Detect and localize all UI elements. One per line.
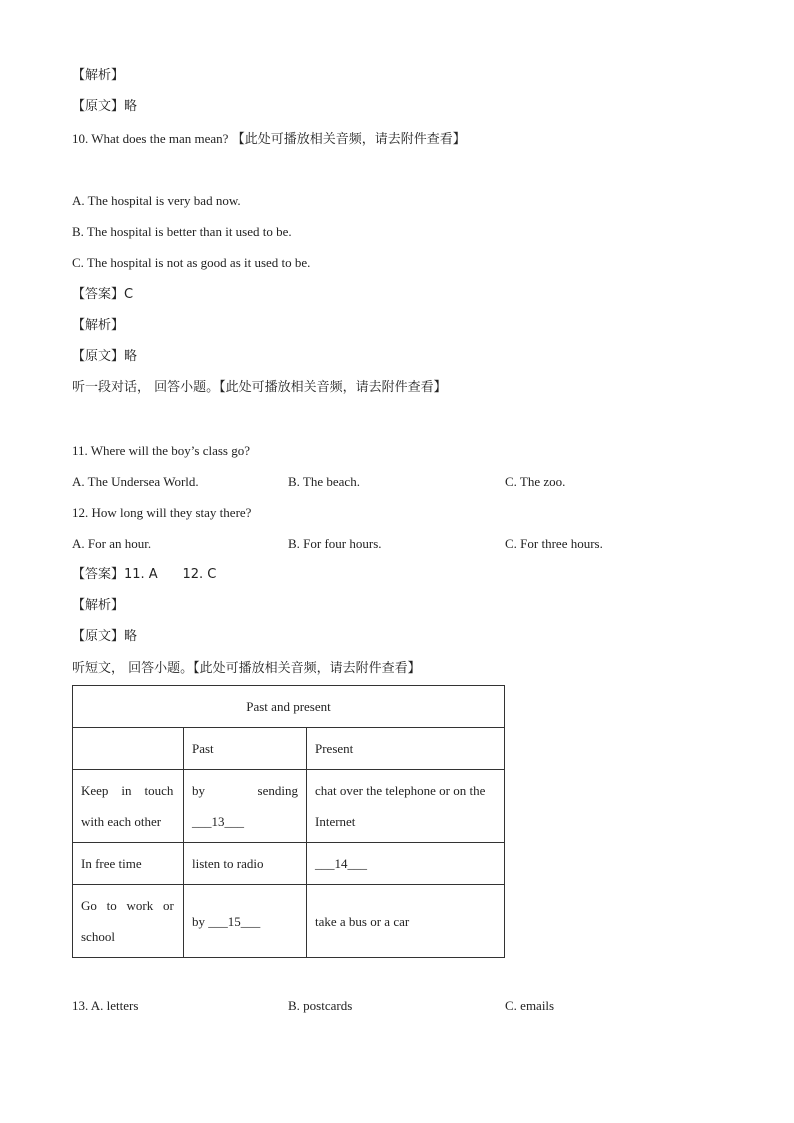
- q13-option-c: C. emails: [505, 998, 555, 1013]
- table-row: [73, 885, 505, 958]
- q10-option-a: A. The hospital is very bad now.: [72, 193, 241, 208]
- q10-question: [72, 130, 466, 149]
- q11-option-c: C. The zoo.: [505, 474, 566, 489]
- row1-past-by: by: [192, 783, 205, 798]
- q11-question: 11. Where will the boy’s class go?: [72, 443, 250, 458]
- q10-audio-note: 【此处可播放相关音频，请去附件查看】: [231, 132, 466, 147]
- row1-past-blank: ___13___: [192, 814, 244, 829]
- dialogue-analysis-label: 【解析】: [72, 598, 125, 613]
- q11-option-b: B. The beach.: [288, 474, 360, 489]
- q12-option-b: B. For four hours.: [288, 536, 382, 551]
- row2-present-blank: ___14___: [307, 843, 505, 885]
- q10-option-c: C. The hospital is not as good as it used to be.: [72, 255, 311, 270]
- q10-option-b: B. The hospital is better than it used to be.: [72, 224, 292, 239]
- row3-past: by ___15___: [184, 885, 307, 958]
- q13-option-a: 13. A. letters: [72, 998, 139, 1013]
- row1-past: [184, 770, 307, 843]
- table-header-empty: [73, 728, 184, 770]
- table-header-present: Present: [307, 728, 505, 770]
- row3-present: take a bus or a car: [307, 885, 505, 958]
- row3-label-line-a: Go to work or: [81, 898, 174, 913]
- row2-past: listen to radio: [184, 843, 307, 885]
- row1-label: [73, 770, 184, 843]
- table-row: [73, 770, 505, 843]
- row1-past-sending: sending: [257, 783, 298, 798]
- q10-analysis-label: 【解析】: [72, 68, 125, 83]
- passage-intro: 听短文， 回答小题。【此处可播放相关音频，请去附件查看】: [72, 661, 421, 676]
- row1-present-line-a: chat over the telephone or on the: [315, 783, 486, 798]
- q10-question-text: 10. What does the man mean?: [72, 131, 229, 146]
- q12-option-c: C. For three hours.: [505, 536, 603, 551]
- q13-option-b: B. postcards: [288, 998, 353, 1013]
- q10-original-label: 【原文】略: [72, 99, 138, 114]
- table-header-past: Past: [184, 728, 307, 770]
- table-title: Past and present: [73, 686, 505, 728]
- row2-label: In free time: [73, 843, 184, 885]
- past-present-table: [72, 685, 505, 958]
- table-header-row: [73, 728, 505, 770]
- q10-analysis-label-2: 【解析】: [72, 318, 125, 333]
- dialogue-answer: 【答案】11. A 12. C: [72, 567, 217, 582]
- row1-label-line-b: with each other: [81, 814, 162, 829]
- row1-label-line-a: Keep in touch: [81, 783, 174, 798]
- q12-option-a: A. For an hour.: [72, 536, 152, 551]
- table-row: [73, 843, 505, 885]
- q10-original-label-2: 【原文】略: [72, 349, 138, 364]
- row1-present: [307, 770, 505, 843]
- dialogue-intro: 听一段对话， 回答小题。【此处可播放相关音频，请去附件查看】: [72, 380, 447, 395]
- q12-question: 12. How long will they stay there?: [72, 505, 252, 520]
- dialogue-original-label: 【原文】略: [72, 629, 138, 644]
- q10-answer: 【答案】C: [72, 287, 134, 302]
- row3-label: [73, 885, 184, 958]
- q11-option-a: A. The Undersea World.: [72, 474, 199, 489]
- row1-present-line-b: Internet: [315, 814, 356, 829]
- row1-past-line-a: [192, 775, 298, 806]
- table-title-row: [73, 686, 505, 728]
- row3-label-line-b: school: [81, 929, 115, 944]
